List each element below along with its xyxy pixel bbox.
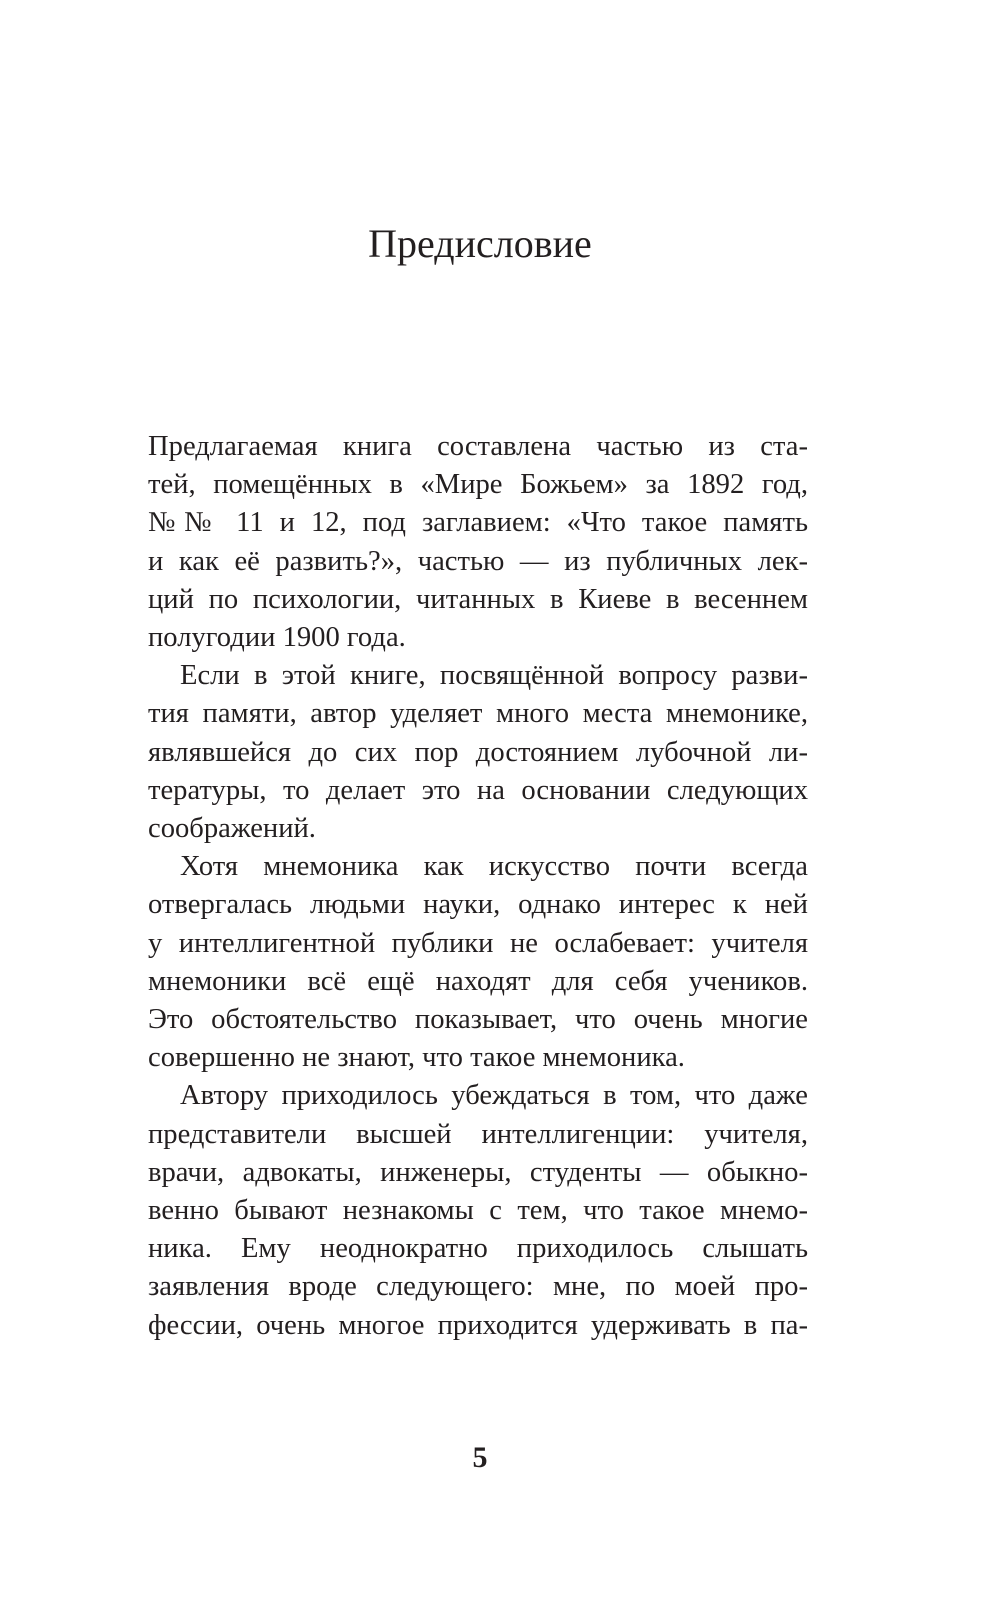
text-line: являвшейся до сих пор достоянием лубочной ли- [148,736,808,768]
paragraph [148,1077,808,1344]
chapter-title: Предисловие [368,221,592,266]
text-line: и как её развить?», частью — из публичных лек- [148,545,808,577]
text-line: Хотя мнемоника как искусство почти всегда [180,851,808,883]
text-line: соображений. [148,813,316,845]
text-line: тия памяти, автор уделяет много места мнемонике, [148,698,808,730]
text-line: фессии, очень многое приходится удерживать в па- [148,1309,808,1341]
text-line: Это обстоятельство показывает, что очень многие [148,1004,808,1036]
text-line: представители высшей интеллигенции: учителя, [148,1118,808,1150]
text-line: врачи, адвокаты, инженеры, студенты — обыкно- [148,1156,808,1188]
text-line: №№ 11 и 12, под заглавием: «Что такое память [148,507,808,539]
text-line: венно бывают незнакомы с тем, что такое мнемо- [148,1195,808,1227]
text-line: мнемоники всё ещё находят для себя учеников. [148,965,808,997]
text-line: тературы, то делает это на основании следующих [148,774,808,806]
text-line: ций по психологии, читанных в Киеве в весеннем [148,583,808,615]
paragraph [148,848,808,1077]
text-line: Предлагаемая книга составлена частью из ста- [148,431,808,462]
text-line: у интеллигентной публики не ослабевает: учителя [148,927,808,959]
body-text [148,428,808,1345]
page-number: 5 [472,1441,488,1474]
text-line: тей, помещённых в «Мире Божьем» за 1892 год, [148,469,808,501]
paragraph [148,428,808,657]
text-line: отвергалась людьми науки, однако интерес к ней [148,889,808,921]
text-line: Если в этой книге, посвящённой вопросу разви- [180,660,808,692]
text-line: Автору приходилось убеждаться в том, что даже [180,1080,808,1112]
text-line: заявления вроде следующего: мне, по моей про- [148,1271,808,1303]
text-line: совершенно не знают, что такое мнемоника. [148,1042,685,1074]
text-line: ника. Ему неоднократно приходилось слышать [148,1233,808,1265]
text-line: полугодии 1900 года. [148,622,406,654]
paragraph [148,657,808,848]
